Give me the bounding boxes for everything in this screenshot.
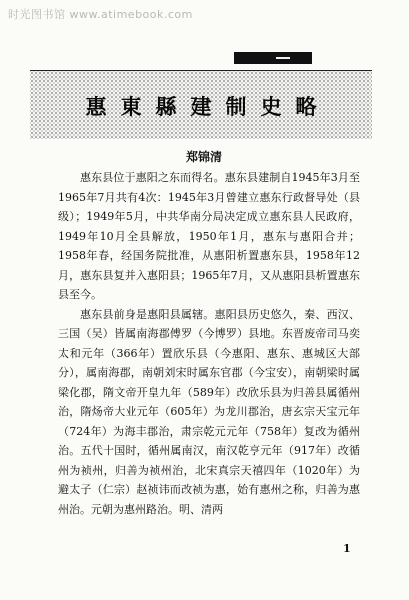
paragraph: 惠东县前身是惠阳县属辖。惠阳县历史悠久，秦、西汉、三国（吴）皆属南海郡傅罗（今博罗）县地。东晋废帝司马奕太和元年（366年）置欣乐县（今惠阳、惠东、惠城区大部分），属南海郡，南朝刘宋时属东官郡（今宝安），南朝梁时属梁化郡，隋文帝开皇九年（589年）改欣乐县为归善县属循州治，隋炀帝大业元年（605年）为龙川郡治，唐玄宗天宝元年（724年）为海丰郡治，肃宗乾元元年（758年）复改为循州治。五代十国时，循州属南汉，南汉乾亨元年（917年）改循州为祯州，归善为祯州治，北宋真宗天禧四年（1020年）为避太子（仁宗）赵祯讳而改祯为惠，始有惠州之称，归善为惠州治。元朝为惠州路治。明、清两 — [58, 307, 360, 516]
article-title: 惠東縣建制史略 — [85, 94, 331, 119]
paragraph: 惠东县位于惠阳之东而得名。惠东县建制自1945年3月至1965年7月共有4次：1945年3月曾建立惠东行政督导处（县级）；1949年5月，中共华南分局决定成立惠东县人民政府，1949年10月全县解放，1950年1月，惠东与惠阳合并；1958年春，经国务院批准，从惠阳析置惠东县，1958年12月，惠东县复并入惠阳县；1965年7月，又从惠阳县析置惠东县至今。 — [58, 171, 360, 301]
author-name: 郑锦清 — [186, 150, 223, 164]
title-banner — [30, 70, 372, 139]
page-number: 1 — [343, 542, 351, 555]
watermark-text: 时光图书馆 www.atimebook.com — [8, 8, 193, 21]
header-bar-mark — [276, 57, 290, 59]
article-body — [58, 168, 360, 519]
header-bar — [234, 52, 312, 64]
